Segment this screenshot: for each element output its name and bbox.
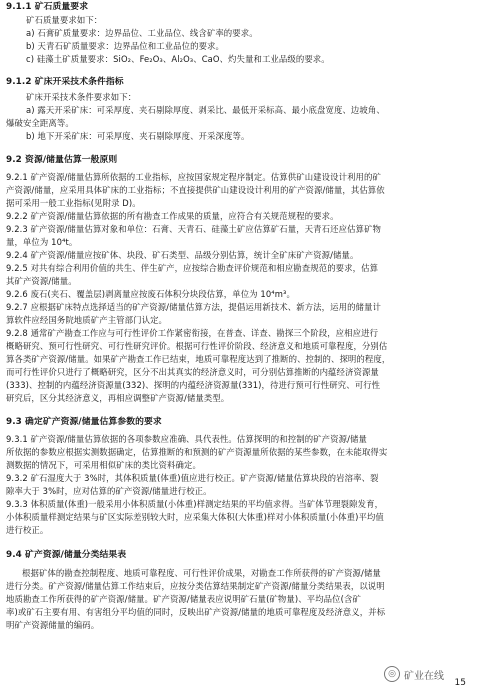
page-number: 15: [454, 678, 466, 688]
text-line: 9.2.5 对共有综合利用价值的共生、伴生矿产，应按综合勘查评价规范和相应勘查规范的要求，估算: [6, 263, 379, 273]
section-heading: 9.1.2 矿床开采技术条件指标: [6, 77, 124, 87]
text-line: 率)或矿石主要有用、有害组分平均值的同时，反映出矿产资源/储量的地质可靠程度及经济意义，并标: [6, 607, 386, 617]
section-heading: 9.4 矿产资源/储量分类结果表: [6, 550, 127, 560]
text-line: 9.3.3 体积质量(体重)一般采用小体积质量(小体重)样测定结果的平均值求得。当矿体节理裂隙发育，: [6, 499, 384, 509]
text-line: 算软件应经国务院地质矿产主管部门认定。: [6, 315, 168, 325]
section-heading: 9.2 资源/储量估算一般原则: [6, 155, 118, 165]
text-line: 而可行性评价只进行了概略研究，区分不出其真实的经济意义时，可分别估算推断的内蕴经济资源量: [6, 367, 379, 377]
text-line: 9.2.4 矿产资源/储量应按矿体、块段、矿石类型、品级分别估算，统计全矿床矿产资源/储量。: [6, 250, 359, 260]
section-heading: 9.3 确定矿产资源/储量估算参数的要求: [6, 417, 162, 427]
text-line: c) 硅藻土矿质量要求：SiO₂、Fe₂O₃、Al₂O₃、CaO、灼失量和工业品级的要求。: [26, 54, 330, 64]
text-line: 9.3.2 矿石湿度大于 3%时，其体积质量(体重)值应进行校正。矿产资源/储量估算块段的岩溶率、裂: [6, 473, 379, 483]
text-line: 所依据的参数应根据实测数据确定，估算推断的和预测的矿产资源量所依据的某些参数，在未能取得实: [6, 447, 388, 457]
text-line: 测数据的情况下，可采用相似矿床的类比资料确定。: [6, 460, 201, 470]
text-line: 9.2.7 应根据矿床特点选择适当的矿产资源/储量估算方法，提倡运用新技术、新方法，运用的储量计: [6, 302, 381, 312]
text-line: 研究后，区分其经济意义，再相应调整矿产资源/储量类型。: [6, 393, 230, 403]
wechat-logo-icon: ◎: [384, 666, 400, 682]
text-line: b) 天青石矿质量要求：边界品位和工业品位的要求。: [26, 41, 224, 51]
text-line: 9.2.2 矿产资源/储量估算依据的所有勘查工作成果的质量，应符合有关规范规程的要求。: [6, 211, 339, 221]
text-line: 其矿产资源/储量。: [6, 276, 77, 286]
text-line: 矿床开采技术条件要求如下：: [26, 92, 137, 102]
text-line: 矿石质量要求如下：: [26, 15, 103, 25]
text-line: a) 石膏矿质量要求：边界品位、工业品位、线含矿率的要求。: [26, 28, 258, 38]
text-line: 小体积质量样测定结果与矿区实际差别较大时，应采集大体积(大体重)样对小体积质量(小体重)平均值: [6, 512, 384, 522]
text-line: 明矿产资源储量的编码。: [6, 620, 100, 630]
text-line: 进行校正。: [6, 525, 49, 535]
text-line: 据可采用一般工业指标(见附录 D)。: [6, 198, 141, 208]
text-line: 爆破安全距离等。: [6, 118, 74, 128]
text-line: 根据矿体的勘查控制程度、地质可靠程度、可行性评价成果，对勘查工作所获得的矿产资源/储量: [22, 568, 381, 578]
text-line: 地质勘查工作所获得的矿产资源/储量。矿产资源/储量表应说明矿石量(矿物量)、平均品位(含矿: [6, 594, 361, 604]
text-line: 算各类矿产资源/储量。如果矿产勘查工作已结束，地质可靠程度达到了推断的、控制的、探明的程度，: [6, 354, 391, 364]
text-line: 量，单位为 10⁴t。: [6, 237, 78, 247]
text-line: 9.2.3 矿产资源/储量估算对象和单位：石膏、天青石、硅藻土矿应估算矿石量，天青石还应估算矿物: [6, 224, 381, 234]
text-line: 隙率大于 3%时，应对估算的矿产资源/储量进行校正。: [6, 486, 212, 496]
text-line: 产资源/储量，应采用具体矿床的工业指标；不直接提供矿山建设设计利用的矿产资源/储量，其估算依: [6, 185, 385, 195]
text-line: 9.3.1 矿产资源/储量估算依据的各项参数应准确、具代表性。估算探明的和控制的矿产资源/储量: [6, 434, 367, 444]
section-heading: 9.1.1 矿石质量要求: [6, 2, 89, 12]
text-line: 概略研究、预可行性研究、可行性研究评价。根据可行性评价阶段、经济意义和地质可靠程度，分别估: [6, 341, 388, 351]
text-line: 9.2.1 矿产资源/储量估算所依据的工业指标，应按国家规定程序制定。估算供矿山建设设计利用的矿: [6, 172, 381, 182]
text-line: (333)、控制的内蕴经济资源量(332)、探明的内蕴经济资源量(331)，待进行预可行性研究、可行性: [6, 380, 381, 390]
text-line: a) 露天开采矿床：可采厚度、夹石剔除厚度、剥采比、最低开采标高、最小底盘宽度、边坡角、: [26, 105, 385, 115]
watermark: [384, 666, 444, 682]
text-line: 进行分类。矿产资源/储量估算工作结束后，应按分类估算结果制定矿产资源/储量分类结果表，以说明: [6, 581, 385, 591]
watermark-text: 矿业在线: [404, 670, 444, 682]
text-line: 9.2.6 废石(夹石、覆盖层)剥离量应按废石体积分块段估算，单位为 10⁴m³。: [6, 289, 295, 299]
text-line: 9.2.8 通常矿产勘查工作应与可行性评价工作紧密衔接，在普查、详查、勘探三个阶段，应相应进行: [6, 328, 379, 338]
text-line: b) 地下开采矿床：可采厚度、夹石剔除厚度、开采深度等。: [26, 131, 250, 141]
